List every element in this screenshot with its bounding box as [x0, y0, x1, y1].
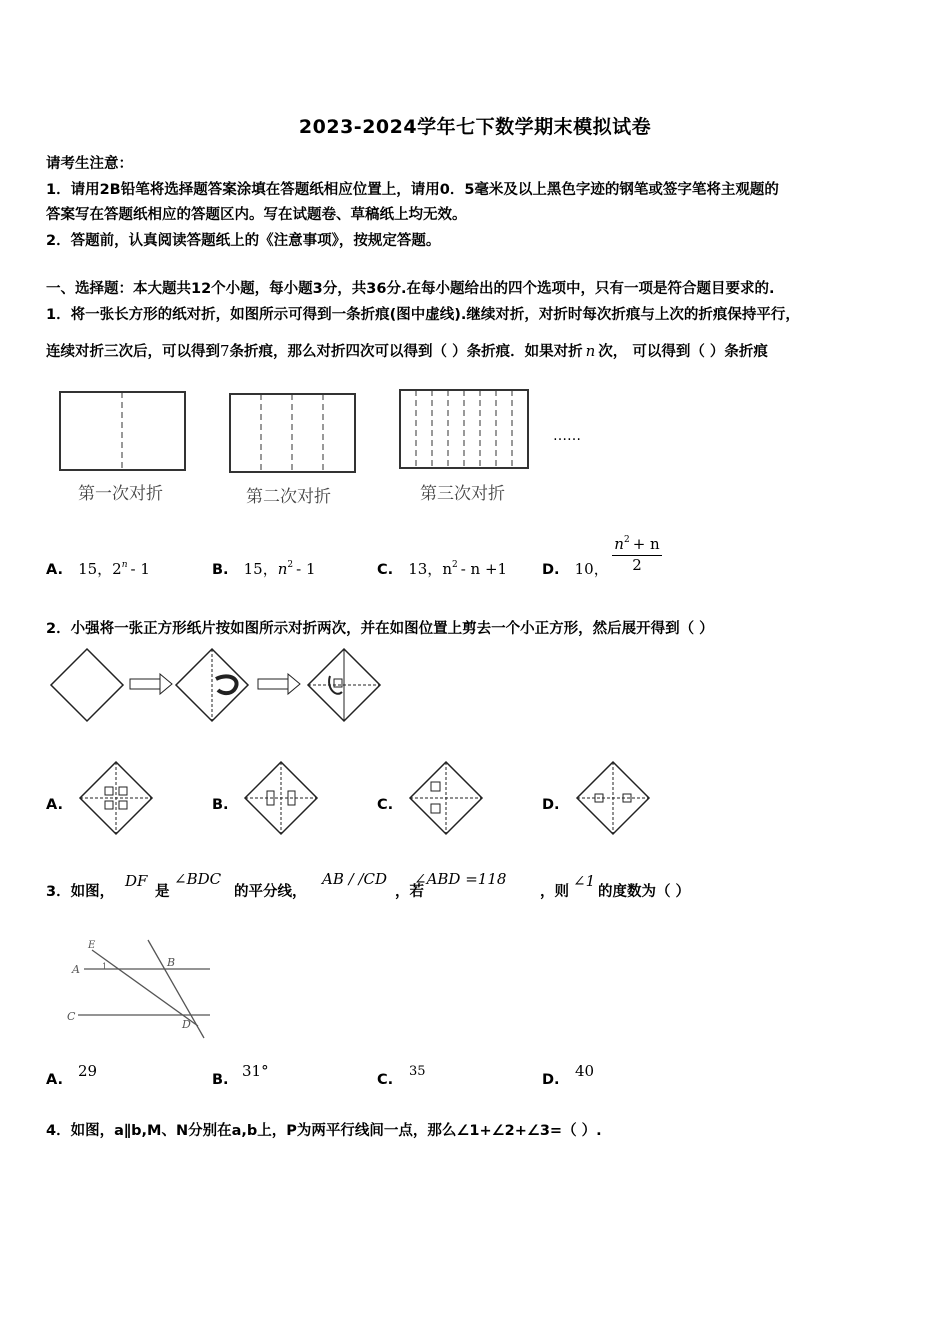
fold-caption-1: 第一次对折	[78, 484, 163, 504]
q3-if: ，若	[395, 884, 424, 900]
label-b: B	[167, 956, 176, 969]
label-d: D	[182, 1018, 191, 1031]
q3-option-a[interactable]: A.	[46, 1072, 63, 1088]
q1-n: n	[585, 342, 596, 360]
q3-option-c-value: 35	[409, 1064, 426, 1079]
q1-option-c-base: n	[442, 560, 452, 578]
q3-option-d[interactable]: D.	[542, 1072, 560, 1088]
q1-option-a-base: 2	[112, 560, 122, 578]
q3-option-c[interactable]: C.	[377, 1072, 394, 1088]
notice-line-1a: 1．请用2B铅笔将选择题答案涂填在答题纸相应位置上，请用0．5毫米及以上黑色字迹的钢笔或签字笔将主观题的	[46, 182, 779, 198]
fold-caption-2: 第二次对折	[246, 487, 331, 507]
q1-fold-diagrams	[56, 388, 616, 468]
q1-option-a-exp: n	[121, 560, 128, 570]
q1-option-b-exp: 2	[287, 560, 294, 570]
q1-option-c[interactable]	[377, 558, 507, 579]
notice-line-1b: 答案写在答题纸相应的答题区内。写在试题卷、草稿纸上均无效。	[46, 207, 467, 223]
q3-is: 是	[155, 884, 170, 900]
fold-3-figure	[400, 390, 528, 468]
q2-option-a-figure	[80, 762, 152, 834]
q2-fold-diagram	[50, 646, 390, 726]
q1-d-den: 2	[632, 556, 642, 574]
q2-arrow-2	[258, 674, 300, 694]
label-a: A	[72, 963, 80, 976]
q3-angle-bdc: ∠BDC	[174, 870, 222, 888]
label-c: C	[67, 1010, 76, 1023]
q2-option-d[interactable]: D.	[542, 797, 560, 813]
q1-d-num-base: n	[614, 535, 624, 553]
q1-option-b-v1: 15，	[243, 560, 278, 578]
q1-line-2	[46, 340, 768, 361]
notice-line-2: 2．答题前，认真阅读答题纸上的《注意事项》，按规定答题。	[46, 233, 441, 249]
notice-heading: 请考生注意：	[46, 156, 133, 172]
q1-option-a-label: A.	[46, 562, 63, 578]
q3-geometry-figure	[62, 936, 222, 1046]
q2-option-c[interactable]: C.	[377, 797, 394, 813]
q1-option-a-rest: - 1	[130, 560, 150, 578]
q3-pre: 3．如图，	[46, 884, 115, 900]
fold-2-figure	[230, 394, 355, 472]
q2-arrow-1	[130, 674, 172, 694]
q1-option-b[interactable]	[212, 558, 316, 579]
q3-then: ，则	[540, 884, 569, 900]
q1-option-a[interactable]	[46, 558, 150, 579]
q1-text-c: 次， 可以得到（ ）条折痕	[598, 344, 768, 360]
q1-option-b-base: n	[277, 560, 288, 578]
q1-option-d-label: D.	[542, 562, 560, 578]
q2-option-c-figure	[410, 762, 482, 834]
q2-text: 2．小强将一张正方形纸片按如图所示对折两次，并在如图位置上剪去一个小正方形，然后展开得到（ ）	[46, 621, 714, 637]
page-title: 2023-2024学年七下数学期末模拟试卷	[298, 116, 652, 138]
fold-caption-3: 第三次对折	[420, 484, 505, 504]
q3-option-a-value: 29	[78, 1062, 98, 1080]
q3-ask: 的度数为（ ）	[598, 884, 691, 900]
label-angle-1: 1	[102, 962, 108, 971]
q3-parallel: AB / /CD	[322, 870, 388, 888]
q2-option-b[interactable]: B.	[212, 797, 229, 813]
q3-given: ∠ABD =118	[414, 870, 507, 888]
q4-text: 4．如图，a∥b,M、N分别在a,b上，P为两平行线间一点，那么∠1+∠2+∠3=（ ）.	[46, 1123, 602, 1139]
q1-option-c-label: C.	[377, 562, 394, 578]
q3-df: DF	[125, 872, 148, 890]
q1-line-1: 1．将一张长方形的纸对折，如图所示可得到一条折痕(图中虚线).继续对折，对折时每次折痕与上次的折痕保持平行，	[46, 307, 800, 323]
q2-option-b-figure	[245, 762, 317, 834]
q1-option-c-v1: 13，	[408, 560, 443, 578]
q1-option-c-rest: - n +1	[460, 560, 508, 578]
q1-option-d-v1: 10，	[574, 560, 609, 578]
label-e: E	[88, 940, 96, 951]
q2-option-d-figure	[577, 762, 649, 834]
q1-seven: 7	[220, 342, 230, 360]
q3-angle-1: ∠1	[573, 872, 596, 890]
q2-option-a[interactable]: A.	[46, 797, 63, 813]
fold-1-figure	[60, 392, 185, 470]
q1-d-num-rest: + n	[632, 535, 660, 553]
q1-option-b-rest: - 1	[296, 560, 316, 578]
q1-option-d-fraction	[612, 534, 662, 574]
q3-bisector: 的平分线，	[234, 884, 307, 900]
line-bd	[148, 940, 204, 1038]
q1-option-b-label: B.	[212, 562, 229, 578]
q1-d-num-exp: 2	[623, 535, 630, 545]
q2-step1-square	[51, 649, 123, 721]
q1-text-b: 条折痕，那么对折四次可以得到（ ）条折痕．如果对折	[229, 344, 583, 360]
q1-option-a-v1: 15，	[78, 560, 113, 578]
q3-option-b-value: 31°	[242, 1062, 269, 1080]
q2-fold-arrow-curve	[216, 676, 237, 693]
q3-option-d-value: 40	[575, 1062, 595, 1080]
q1-text-a: 连续对折三次后，可以得到	[46, 344, 220, 360]
q3-option-b[interactable]: B.	[212, 1072, 229, 1088]
section-heading: 一、选择题：本大题共12个小题，每小题3分，共36分.在每小题给出的四个选项中，只有一项是符合题目要求的.	[46, 281, 775, 297]
fold-ellipsis: ……	[553, 428, 581, 444]
q1-option-d[interactable]	[542, 558, 609, 579]
q1-option-c-exp: 2	[451, 560, 458, 570]
